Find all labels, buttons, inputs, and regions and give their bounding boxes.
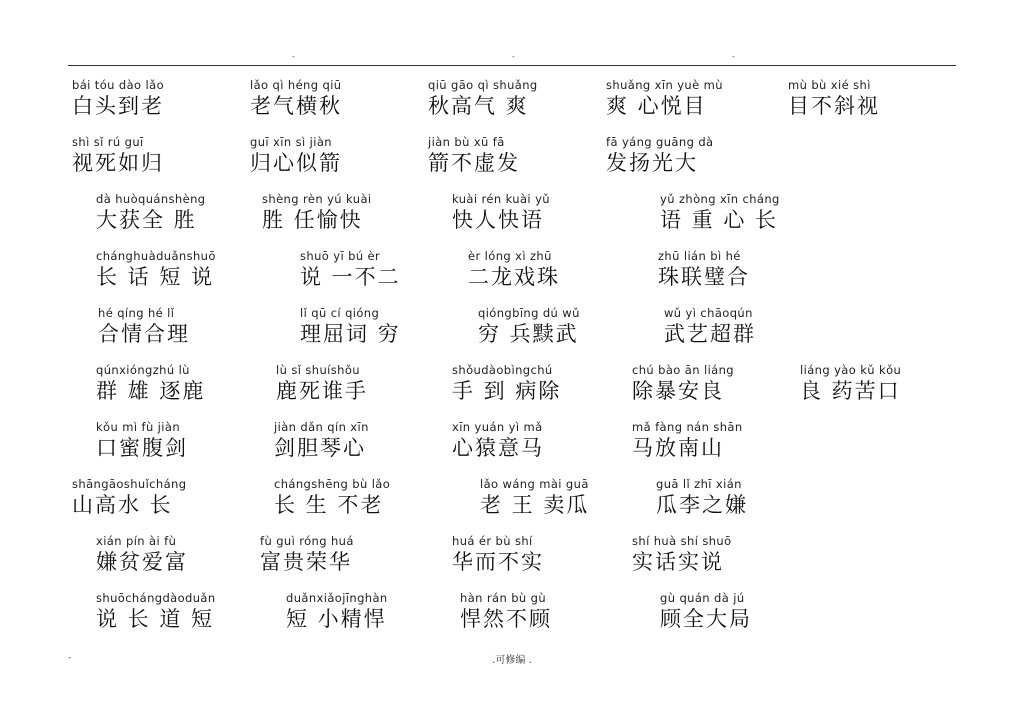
hanzi: 爽 心悦目 bbox=[606, 94, 707, 118]
pinyin: fù guì róng huá bbox=[260, 534, 354, 548]
pinyin: jiàn dǎn qín xīn bbox=[274, 420, 369, 434]
pinyin: jiàn bù xū fā bbox=[428, 135, 505, 149]
pinyin: kǒu mì fù jiàn bbox=[96, 420, 181, 434]
hanzi: 语 重 心 长 bbox=[660, 208, 779, 232]
idiom-item bbox=[96, 363, 205, 404]
pinyin: kuài rén kuài yǔ bbox=[452, 192, 550, 206]
hanzi: 老 王 卖瓜 bbox=[480, 493, 590, 517]
pinyin: lù sǐ shuíshǒu bbox=[276, 363, 360, 377]
hanzi: 短 小精悍 bbox=[286, 607, 387, 631]
idiom-row bbox=[0, 534, 1024, 591]
pinyin: fā yáng guāng dà bbox=[606, 135, 714, 149]
pinyin: hàn rán bù gù bbox=[460, 591, 547, 605]
idiom-item bbox=[96, 249, 216, 290]
header-rule bbox=[68, 65, 956, 66]
hanzi: 视死如归 bbox=[72, 151, 164, 175]
idiom-item bbox=[72, 78, 164, 119]
hanzi: 说 长 道 短 bbox=[96, 607, 215, 631]
hanzi: 秋高气 爽 bbox=[428, 94, 529, 118]
idiom-row bbox=[0, 363, 1024, 420]
pinyin: shāngāoshuǐcháng bbox=[72, 477, 187, 491]
idiom-item bbox=[250, 135, 342, 176]
idiom-row bbox=[0, 420, 1024, 477]
idiom-row bbox=[0, 477, 1024, 534]
pinyin: shèng rèn yú kuài bbox=[262, 192, 372, 206]
idiom-item bbox=[96, 534, 188, 575]
pinyin: lǎo qì héng qiū bbox=[250, 78, 342, 92]
hanzi: 长 话 短 说 bbox=[96, 265, 215, 289]
idiom-item bbox=[660, 591, 752, 632]
pinyin: hé qíng hé lǐ bbox=[98, 306, 175, 320]
hanzi: 长 生 不老 bbox=[274, 493, 384, 517]
hanzi: 归心似箭 bbox=[250, 151, 342, 175]
idiom-item bbox=[262, 192, 371, 233]
pinyin: wǔ yì chāoqún bbox=[664, 306, 753, 320]
idiom-item bbox=[656, 477, 748, 518]
header-dot: - bbox=[512, 52, 515, 61]
pinyin: chángshēng bù lǎo bbox=[274, 477, 391, 491]
hanzi: 二龙戏珠 bbox=[468, 265, 560, 289]
pinyin: shǒudàobìngchú bbox=[452, 363, 553, 377]
pinyin: lǐ qū cí qióng bbox=[300, 306, 380, 320]
pinyin: yǔ zhòng xīn cháng bbox=[660, 192, 780, 206]
idiom-item bbox=[606, 135, 713, 176]
idiom-item bbox=[658, 249, 750, 290]
hanzi: 良 药苦口 bbox=[800, 379, 901, 403]
idiom-item bbox=[72, 477, 186, 518]
hanzi: 马放南山 bbox=[632, 436, 724, 460]
idiom-item bbox=[96, 192, 205, 233]
hanzi: 群 雄 逐鹿 bbox=[96, 379, 206, 403]
idiom-item bbox=[274, 420, 369, 461]
pinyin: chú bào ān liáng bbox=[632, 363, 735, 377]
idiom-item bbox=[300, 306, 401, 347]
pinyin: mù bù xié shì bbox=[788, 78, 871, 92]
pinyin: huá ér bù shí bbox=[452, 534, 533, 548]
hanzi: 武艺超群 bbox=[664, 322, 756, 346]
pinyin: duǎnxiǎojīnghàn bbox=[286, 591, 388, 605]
footer-text: .可修编 . bbox=[492, 655, 532, 666]
hanzi: 华而不实 bbox=[452, 550, 544, 574]
idiom-item bbox=[96, 420, 188, 461]
hanzi: 顾全大局 bbox=[660, 607, 752, 631]
idiom-item bbox=[468, 249, 560, 290]
pinyin: shí huà shí shuō bbox=[632, 534, 732, 548]
hanzi: 实话实说 bbox=[632, 550, 724, 574]
idiom-item bbox=[276, 363, 368, 404]
idiom-item bbox=[260, 534, 354, 575]
hanzi: 箭不虚发 bbox=[428, 151, 520, 175]
idiom-item bbox=[274, 477, 390, 518]
pinyin: lǎo wáng mài guā bbox=[480, 477, 589, 491]
pinyin: shuǎng xīn yuè mù bbox=[606, 78, 723, 92]
pinyin: mǎ fàng nán shān bbox=[632, 420, 743, 434]
idiom-item bbox=[478, 306, 580, 347]
hanzi: 山高水 长 bbox=[72, 493, 173, 517]
idiom-item bbox=[250, 78, 342, 119]
idiom-item bbox=[606, 78, 723, 119]
pinyin: èr lóng xì zhū bbox=[468, 249, 552, 263]
idiom-item bbox=[632, 363, 734, 404]
hanzi: 快人快语 bbox=[452, 208, 544, 232]
hanzi: 目不斜视 bbox=[788, 94, 880, 118]
idiom-list bbox=[0, 78, 1024, 648]
idiom-item bbox=[286, 591, 388, 632]
idiom-item bbox=[428, 78, 538, 119]
idiom-item bbox=[452, 363, 561, 404]
idiom-item bbox=[660, 192, 780, 233]
hanzi: 大获全 胜 bbox=[96, 208, 197, 232]
pinyin: shuōchángdàoduǎn bbox=[96, 591, 216, 605]
hanzi: 鹿死谁手 bbox=[276, 379, 368, 403]
hanzi: 说 一不二 bbox=[300, 265, 401, 289]
header-dot: - bbox=[732, 52, 735, 61]
pinyin: qióngbīng dú wǔ bbox=[478, 306, 580, 320]
hanzi: 穷 兵黩武 bbox=[478, 322, 579, 346]
idiom-item bbox=[452, 534, 544, 575]
hanzi: 发扬光大 bbox=[606, 151, 698, 175]
header-dot: - bbox=[292, 52, 295, 61]
pinyin: shuō yī bú èr bbox=[300, 249, 381, 263]
hanzi: 手 到 病除 bbox=[452, 379, 562, 403]
pinyin: qiū gāo qì shuǎng bbox=[428, 78, 538, 92]
hanzi: 瓜李之嫌 bbox=[656, 493, 748, 517]
footer-mark: - bbox=[68, 653, 72, 663]
hanzi: 胜 任愉快 bbox=[262, 208, 363, 232]
hanzi: 珠联璧合 bbox=[658, 265, 750, 289]
pinyin: zhū lián bì hé bbox=[658, 249, 741, 263]
idiom-row bbox=[0, 591, 1024, 648]
idiom-item bbox=[452, 420, 544, 461]
idiom-item bbox=[664, 306, 756, 347]
pinyin: xián pín ài fù bbox=[96, 534, 177, 548]
pinyin: shì sǐ rú guī bbox=[72, 135, 144, 149]
idiom-row bbox=[0, 78, 1024, 135]
idiom-item bbox=[460, 591, 552, 632]
idiom-row bbox=[0, 306, 1024, 363]
idiom-row bbox=[0, 135, 1024, 192]
hanzi: 白头到老 bbox=[72, 94, 164, 118]
idiom-row bbox=[0, 192, 1024, 249]
pinyin: guī xīn sì jiàn bbox=[250, 135, 332, 149]
pinyin: dà huòquánshèng bbox=[96, 192, 206, 206]
hanzi: 剑胆琴心 bbox=[274, 436, 366, 460]
idiom-item bbox=[98, 306, 190, 347]
idiom-item bbox=[788, 78, 880, 119]
pinyin: xīn yuán yì mǎ bbox=[452, 420, 543, 434]
hanzi: 心猿意马 bbox=[452, 436, 544, 460]
hanzi: 口蜜腹剑 bbox=[96, 436, 188, 460]
hanzi: 嫌贫爱富 bbox=[96, 550, 188, 574]
pinyin: chánghuàduǎnshuō bbox=[96, 249, 216, 263]
pinyin: liáng yào kǔ kǒu bbox=[800, 363, 902, 377]
pinyin: guā lǐ zhī xián bbox=[656, 477, 742, 491]
idiom-item bbox=[632, 420, 743, 461]
idiom-item bbox=[72, 135, 164, 176]
idiom-item bbox=[96, 591, 216, 632]
idiom-item bbox=[632, 534, 732, 575]
idiom-item bbox=[452, 192, 550, 233]
idiom-item bbox=[300, 249, 401, 290]
hanzi: 除暴安良 bbox=[632, 379, 724, 403]
idiom-item bbox=[800, 363, 901, 404]
pinyin: qúnxióngzhú lù bbox=[96, 363, 190, 377]
hanzi: 理屈词 穷 bbox=[300, 322, 401, 346]
hanzi: 老气横秋 bbox=[250, 94, 342, 118]
idiom-row bbox=[0, 249, 1024, 306]
hanzi: 合情合理 bbox=[98, 322, 190, 346]
idiom-item bbox=[480, 477, 589, 518]
pinyin: gù quán dà jú bbox=[660, 591, 745, 605]
hanzi: 富贵荣华 bbox=[260, 550, 352, 574]
hanzi: 悍然不顾 bbox=[460, 607, 552, 631]
idiom-item bbox=[428, 135, 520, 176]
pinyin: bái tóu dào lǎo bbox=[72, 78, 165, 92]
